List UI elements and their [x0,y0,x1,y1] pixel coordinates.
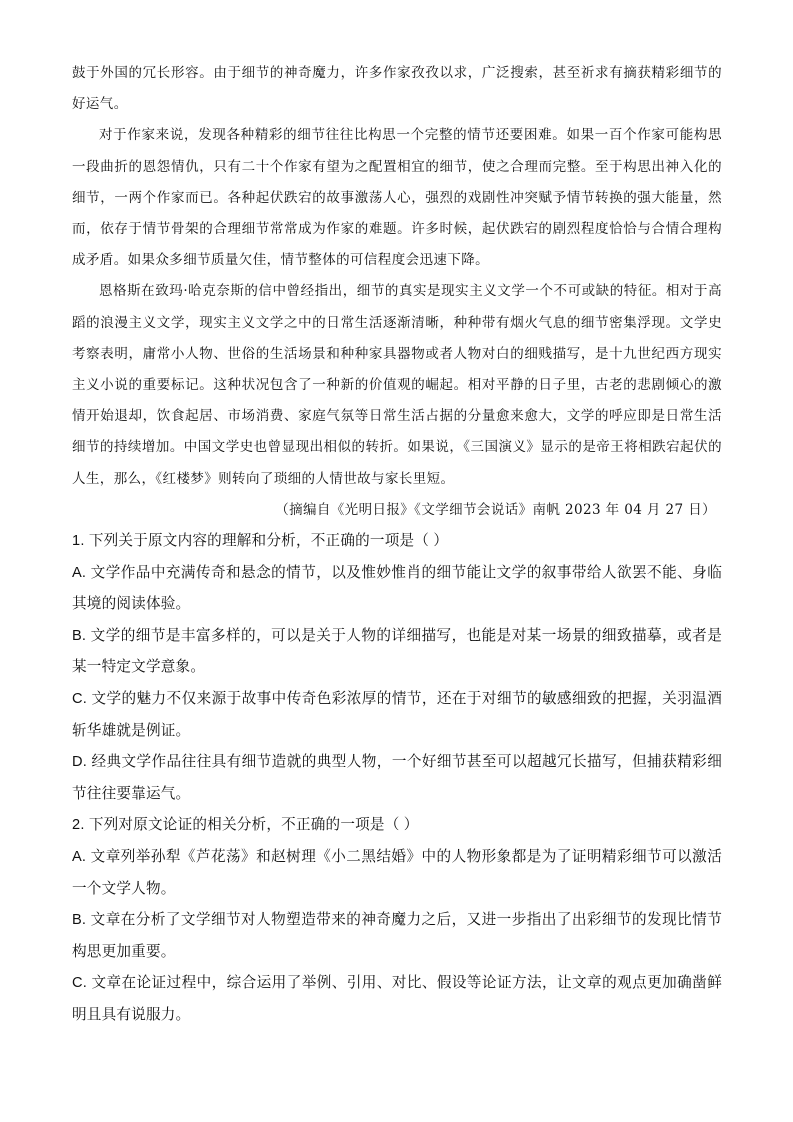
question-option: D. 经典文学作品往往具有细节造就的典型人物，一个好细节甚至可以超越冗长描写，但捕获精彩细节往往要靠运气。 [72,754,722,802]
article-paragraph-3: 恩格斯在致玛·哈克奈斯的信中曾经指出，细节的真实是现实主义文学一个不可或缺的特征。相对于高蹈的浪漫主义文学，现实主义文学之中的日常生活逐渐清晰，种种带有烟火气息的细节密集浮现。文学史考察表明，庸常小人物、世俗的生活场景和种种家具器物或者人物对白的细贱描写，是十九世纪西方现实主义小说的重要标记。这种状况包含了一种新的价值观的崛起。相对平静的日子里，古老的悲剧倾心的激情开始退却，饮食起居、市场消费、家庭气氛等日常生活占据的分量愈来愈大，文学的呼应即是日常生活细节的持续增加。中国文学史也曾显现出相似的转折。如果说，《三国演义》显示的是帝王将相跌宕起伏的人生，那么，《红楼梦》则转向了琐细的人情世故与家长里短。 [72,283,722,487]
article-source: （摘编自《光明日报》《文学细节会说话》南帆 2023 年 04 月 27 日） [275,501,716,518]
article-excerpt [72,58,722,526]
question-list [72,526,722,1032]
article-paragraph-1: 鼓于外国的冗长形容。由于细节的神奇魔力，许多作家孜孜以求，广泛搜索，甚至祈求有摘获精彩细节的好运气。 [72,65,722,113]
document-page [72,58,722,1032]
question-option: B. 文学的细节是丰富多样的，可以是关于人物的详细描写，也能是对某一场景的细致描摹，或者是某一特定文学意象。 [72,627,722,676]
question-option: B. 文章在分析了文学细节对人物塑造带来的神奇魔力之后，又进一步指出了出彩细节的发现比情节构思更加重要。 [72,912,722,960]
question-option: A. 文章列举孙犁《芦花荡》和赵树理《小二黑结婚》中的人物形象都是为了证明精彩细节可以激活一个文学人物。 [72,848,722,897]
article-paragraph-2: 对于作家来说，发现各种精彩的细节往往比构思一个完整的情节还要困难。如果一百个作家可能构思一段曲折的恩怨情仇，只有二十个作家有望为之配置相宜的细节，使之合理而完整。至于构思出神入化的细节，一两个作家而已。各种起伏跌宕的故事激荡人心，强烈的戏剧性冲突赋予情节转换的强大能量，然而，依存于情节骨架的合理细节常常成为作家的难题。许多时候，起伏跌宕的剧烈程度恰恰与合情合理构成矛盾。如果众多细节质量欠佳，情节整体的可信程度会迅速下降。 [72,127,722,269]
question-option: A. 文学作品中充满传奇和悬念的情节，以及惟妙惟肖的细节能让文学的叙事带给人欲罢不能、身临其境的阅读体验。 [72,564,722,613]
question-1 [72,526,722,810]
question-option: C. 文章在论证过程中，综合运用了举例、引用、对比、假设等论证方法，让文章的观点更加确凿鲜明且具有说服力。 [72,975,722,1023]
question-stem: 1. 下列关于原文内容的理解和分析，不正确的一项是（ ） [72,533,449,550]
question-stem: 2. 下列对原文论证的相关分析，不正确的一项是（ ） [72,817,419,834]
question-option: C. 文学的魅力不仅来源于故事中传奇色彩浓厚的情节，还在于对细节的敏感细致的把握，关羽温酒斩华雄就是例证。 [72,691,722,739]
question-2 [72,810,722,1031]
